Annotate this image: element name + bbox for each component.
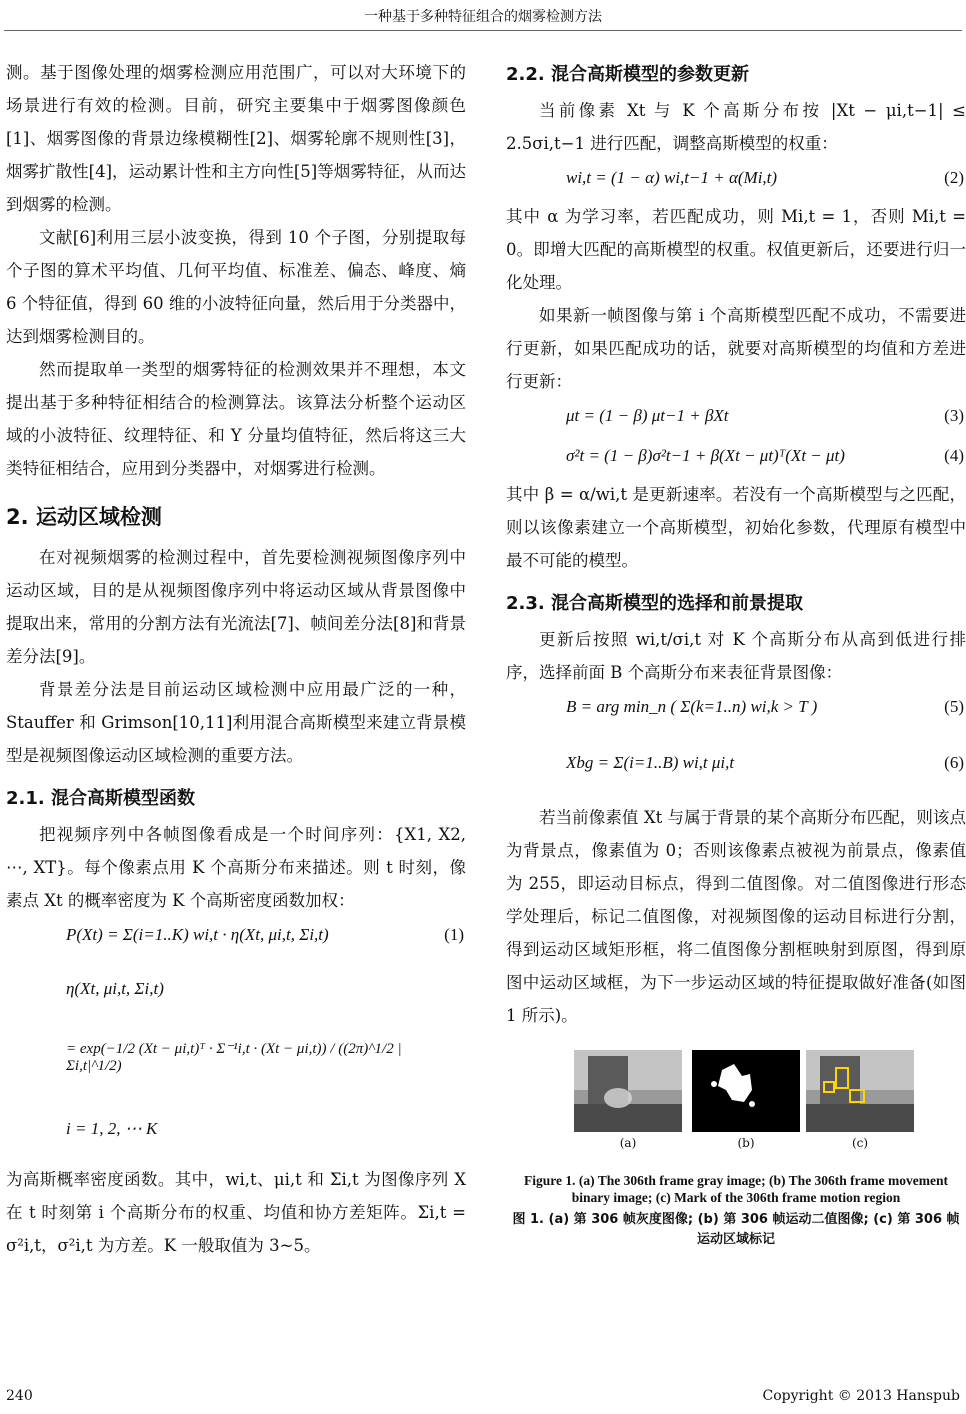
paragraph: 把视频序列中各帧图像看成是一个时间序列：{X1, X2, ⋯, XT}。每个像素点用 K 个高斯分布来描述。则 t 时刻，像素点 Xt 的概率密度为 K 个高斯密度函数加权：	[6, 825, 466, 910]
paragraph: 更新后按照 wi,t/σi,t 对 K 个高斯分布从高到低进行排序，选择前面 B 个高斯分布来表征背景图像：	[506, 630, 966, 682]
equation-number: (4)	[944, 446, 964, 465]
equation-body: wi,t = (1 − α) wi,t−1 + α(Mi,t)	[566, 168, 778, 187]
section-heading: 2. 运动区域检测	[6, 505, 162, 529]
left-column	[6, 56, 466, 1262]
paragraph: 然而提取单一类型的烟雾特征的检测效果并不理想，本文提出基于多种特征相结合的检测算法。该算法分析整个运动区域的小波特征、纹理特征、和 Y 分量均值特征，然后将这三大类特征相结合，应用到分类器中，对烟雾进行检测。	[6, 360, 466, 478]
equation-pdf	[6, 973, 466, 1163]
equation-1	[6, 917, 466, 973]
equation-body: μt = (1 − β) μt−1 + βXt	[566, 406, 729, 425]
equation-3	[506, 398, 966, 438]
equation-4	[506, 438, 966, 478]
equation-number: (6)	[944, 753, 964, 772]
gray-frame-image	[574, 1050, 682, 1132]
paragraph: 其中 β = α/wi,t 是更新速率。若没有一个高斯模型与之匹配，则以该像素建立一个高斯模型，初始化参数，代理原有模型中最不可能的模型。	[506, 485, 966, 570]
subsection-heading: 2.1. 混合高斯模型函数	[6, 788, 195, 809]
paragraph: 为高斯概率密度函数。其中，wi,t、μi,t 和 Σi,t 为图像序列 X 在 t 时刻第 i 个高斯分布的权重、均值和协方差矩阵。Σi,t = σ²i,t，σ²i,t 为方差。K 一般取值为 3~5。	[6, 1170, 466, 1255]
equation-body: B = arg min_n ( Σ(k=1..n) wi,k > T )	[566, 697, 818, 716]
figure-label-c: (c)	[851, 1136, 869, 1150]
paragraph: 若当前像素值 Xt 与属于背景的某个高斯分布匹配，则该点为背景点，像素值为 0；否则该像素点被视为前景点，像素值为 255，即运动目标点，得到二值图像。对二值图像进行形态学处理后，标记二值图像，对视频图像的运动目标进行分割，得到运动区域矩形框，将二值图像分割框映射到原图，得到原图中运动区域框，为下一步运动区域的特征提取做好准备(如图 1 所示)。	[506, 808, 966, 1025]
equation-eta-index: i = 1, 2, ⋯ K	[66, 1119, 158, 1138]
equation-body: Xbg = Σ(i=1..B) wi,t μi,t	[566, 753, 735, 772]
page-number: 240	[6, 1388, 33, 1404]
binary-frame-image	[692, 1050, 800, 1132]
equation-eta-rhs: = exp(−1/2 (Xt − μi,t)ᵀ · Σ⁻¹i,t · (Xt − μi,t)) / ((2π)^1/2 |Σi,t|^1/2)	[66, 1041, 402, 1074]
paragraph: 测。基于图像处理的烟雾检测应用范围广，可以对大环境下的场景进行有效的检测。目前，研究主要集中于烟雾图像颜色[1]、烟雾图像的背景边缘模糊性[2]、烟雾轮廓不规则性[3]，烟雾扩散性[4]，运动累计性和主方向性[5]等烟雾特征，从而达到烟雾的检测。	[6, 63, 466, 214]
paragraph: 背景差分法是目前运动区域检测中应用最广泛的一种，Stauffer 和 Grimson[10,11]利用混合高斯模型来建立背景模型是视频图像运动区域检测的重要方法。	[6, 680, 466, 765]
equation-number: (3)	[944, 406, 964, 425]
equation-5	[506, 689, 966, 745]
equation-number: (1)	[444, 925, 464, 944]
paragraph: 如果新一帧图像与第 i 个高斯模型匹配不成功，不需要进行更新，如果匹配成功的话，就要对高斯模型的均值和方差进行更新：	[506, 306, 966, 391]
equation-6	[506, 745, 966, 801]
header-rule	[4, 30, 962, 31]
figure-1	[506, 1050, 966, 1150]
equation-body: σ²t = (1 − β)σ²t−1 + β(Xt − μt)ᵀ(Xt − μt)	[566, 446, 845, 465]
equation-number: (5)	[944, 697, 964, 716]
marked-frame-image	[806, 1050, 914, 1132]
figure-caption-en: Figure 1. (a) The 306th frame gray image; (b) The 306th frame movement binary image; (c) Mark of the 306th frame motion region	[523, 1173, 949, 1205]
paragraph: 当前像素 Xt 与 K 个高斯分布按 |Xt − μi,t−1| ≤ 2.5σi,t−1 进行匹配，调整高斯模型的权重：	[506, 101, 966, 153]
paragraph: 在对视频烟雾的检测过程中，首先要检测视频图像序列中运动区域，目的是从视频图像序列中将运动区域从背景图像中提取出来，常用的分割方法有光流法[7]、帧间差分法[8]和背景差分法[9]。	[6, 548, 466, 666]
right-column	[506, 56, 966, 1250]
subsection-heading: 2.2. 混合高斯模型的参数更新	[506, 64, 749, 85]
figure-label-a: (a)	[619, 1136, 637, 1150]
paragraph: 文献[6]利用三层小波变换，得到 10 个子图，分别提取每个子图的算术平均值、几何平均值、标准差、偏态、峰度、熵 6 个特征值，得到 60 维的小波特征向量，然后用于分类器中，达到烟雾检测目的。	[6, 228, 466, 346]
equation-2	[506, 160, 966, 200]
subsection-heading: 2.3. 混合高斯模型的选择和前景提取	[506, 593, 803, 614]
copyright: Copyright © 2013 Hanspub	[762, 1388, 960, 1404]
running-header: 一种基于多种特征组合的烟雾检测方法	[364, 9, 602, 25]
equation-eta-lhs: η(Xt, μi,t, Σi,t)	[66, 979, 164, 998]
equation-body: P(Xt) = Σ(i=1..K) wi,t · η(Xt, μi,t, Σi,t)	[66, 925, 329, 944]
paragraph: 其中 α 为学习率，若匹配成功，则 Mi,t = 1，否则 Mi,t = 0。即增大匹配的高斯模型的权重。权值更新后，还要进行归一化处理。	[506, 207, 966, 292]
figure-caption-zh: 图 1. (a) 第 306 帧灰度图像; (b) 第 306 帧运动二值图像; (c) 第 306 帧运动区域标记	[512, 1212, 960, 1247]
figure-label-b: (b)	[737, 1136, 755, 1150]
equation-number: (2)	[944, 168, 964, 187]
